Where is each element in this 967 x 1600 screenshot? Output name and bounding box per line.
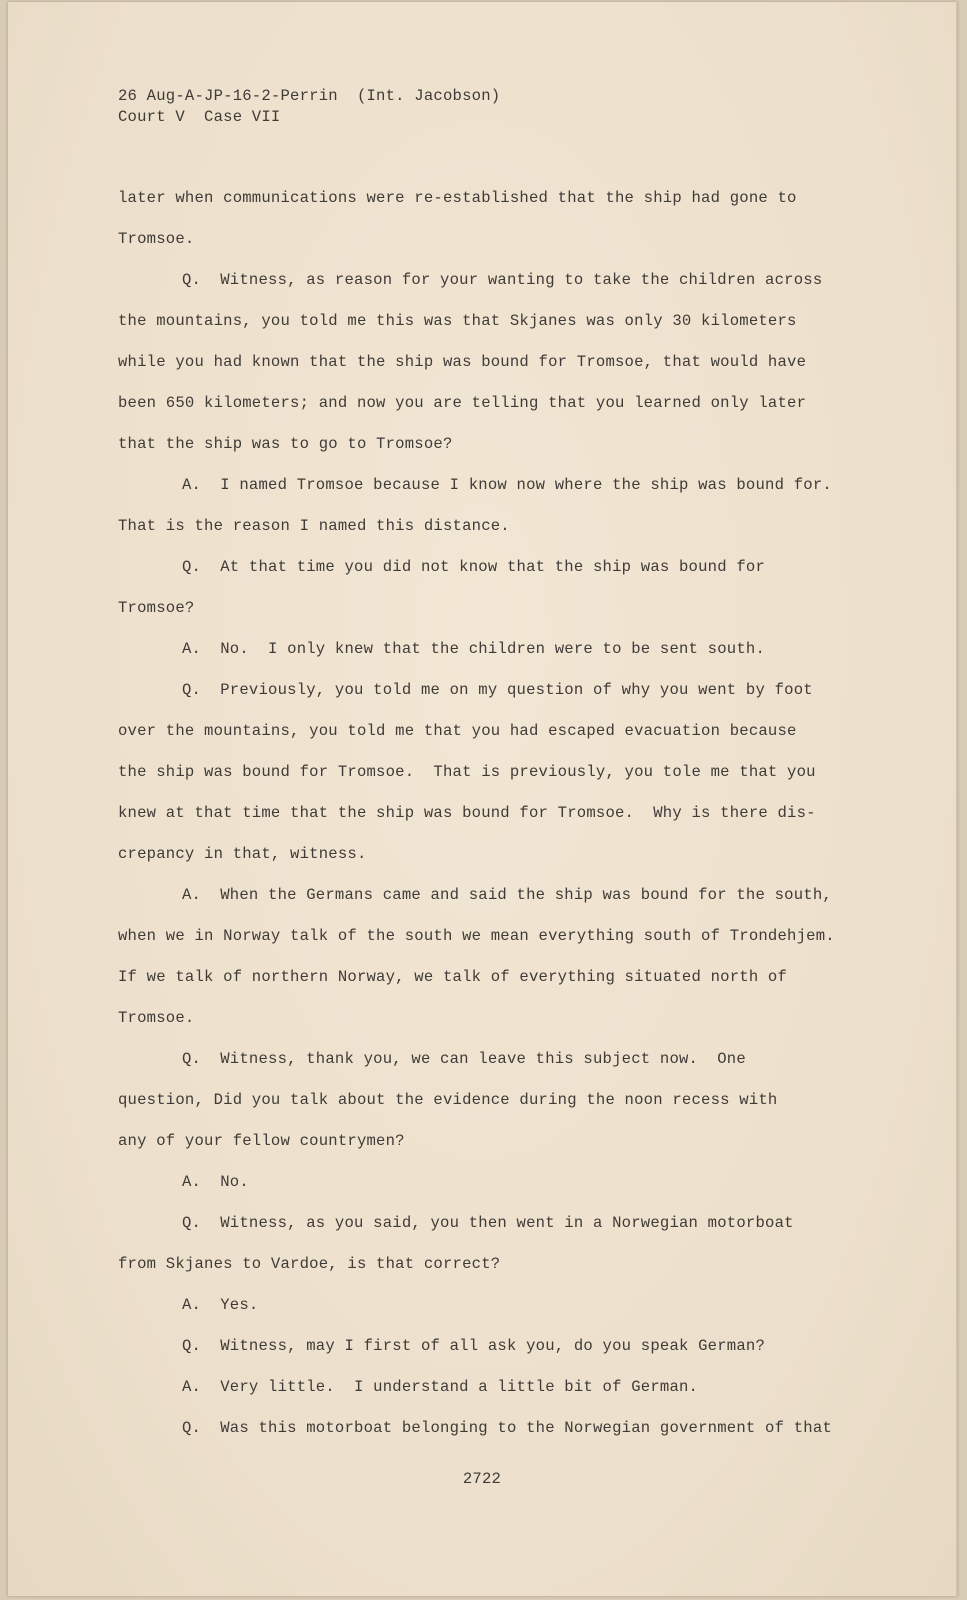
question-line: Q. Was this motorboat belonging to the Norwegian government of that bbox=[182, 1419, 832, 1437]
transcript-line: been 650 kilometers; and now you are telling that you learned only later bbox=[118, 394, 807, 412]
question-line: Q. Witness, as reason for your wanting to take the children across bbox=[182, 271, 823, 289]
transcript-line: question, Did you talk about the evidence during the noon recess with bbox=[118, 1091, 778, 1109]
question-line: Q. Witness, thank you, we can leave this subject now. One bbox=[182, 1050, 746, 1068]
question-line: Q. Previously, you told me on my question of why you went by foot bbox=[182, 681, 813, 699]
transcript-line: when we in Norway talk of the south we mean everything south of Trondehjem. bbox=[118, 927, 835, 945]
header-court-case-line: Court V Case VII bbox=[118, 108, 281, 126]
transcript-line: that the ship was to go to Tromsoe? bbox=[118, 435, 453, 453]
header-reference-line: 26 Aug-A-JP-16-2-Perrin (Int. Jacobson) bbox=[118, 87, 501, 105]
transcript-line: If we talk of northern Norway, we talk of everything situated north of bbox=[118, 968, 788, 986]
question-line: Q. Witness, may I first of all ask you, do you speak German? bbox=[182, 1337, 766, 1355]
transcript-line: the mountains, you told me this was that Skjanes was only 30 kilometers bbox=[118, 312, 797, 330]
answer-line: A. Yes. bbox=[182, 1296, 259, 1314]
transcript-line: Tromsoe? bbox=[118, 599, 195, 617]
transcript-line: later when communications were re-established that the ship had gone to bbox=[118, 189, 797, 207]
document-header bbox=[118, 86, 500, 128]
page-number: 2722 bbox=[462, 1470, 502, 1488]
transcript-line: from Skjanes to Vardoe, is that correct? bbox=[118, 1255, 501, 1273]
transcript-line: Tromsoe. bbox=[118, 230, 195, 248]
transcript-line: That is the reason I named this distance. bbox=[118, 517, 510, 535]
question-line: Q. At that time you did not know that the ship was bound for bbox=[182, 558, 766, 576]
transcript-line: crepancy in that, witness. bbox=[118, 845, 367, 863]
answer-line: A. I named Tromsoe because I know now where the ship was bound for. bbox=[182, 476, 832, 494]
answer-line: A. When the Germans came and said the ship was bound for the south, bbox=[182, 886, 832, 904]
transcript-line: knew at that time that the ship was bound for Tromsoe. Why is there dis- bbox=[118, 804, 816, 822]
transcript-line: while you had known that the ship was bound for Tromsoe, that would have bbox=[118, 353, 807, 371]
transcript-line: over the mountains, you told me that you had escaped evacuation because bbox=[118, 722, 797, 740]
transcript-body bbox=[118, 183, 878, 1454]
answer-line: A. Very little. I understand a little bit of German. bbox=[182, 1378, 699, 1396]
transcript-line: the ship was bound for Tromsoe. That is previously, you tole me that you bbox=[118, 763, 816, 781]
transcript-page bbox=[8, 2, 957, 1596]
question-line: Q. Witness, as you said, you then went in a Norwegian motorboat bbox=[182, 1214, 794, 1232]
transcript-line: any of your fellow countrymen? bbox=[118, 1132, 405, 1150]
answer-line: A. No. bbox=[182, 1173, 249, 1191]
answer-line: A. No. I only knew that the children were to be sent south. bbox=[182, 640, 766, 658]
transcript-line: Tromsoe. bbox=[118, 1009, 195, 1027]
